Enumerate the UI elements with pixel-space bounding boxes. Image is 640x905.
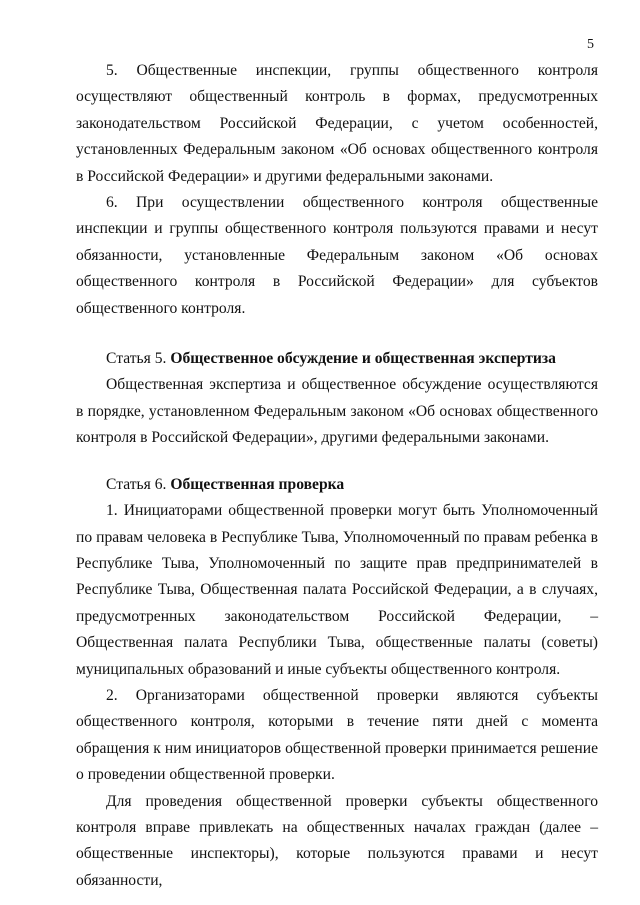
article-5-heading xyxy=(76,346,598,372)
page-number: 5 xyxy=(587,37,594,52)
article-6-paragraph-1: 1. Инициаторами общественной проверки могут быть Уполномоченный по правам человека в Республике Тыва, Уполномоченный по правам ребенка в Республике Тыва, Уполномоченный по защите прав предпринимателей в Республике Тыва, Общественная палата Российской Федерации, а в случаях, предусмотренных законодательством Российской Федерации, – Общественная палата Республики Тыва, общественные палаты (советы) муниципальных образований и иные субъекты общественного контроля. xyxy=(76,502,598,678)
paragraph-5: 5. Общественные инспекции, группы общественного контроля осуществляют общественный контроль в формах, предусмотренных законодательством Российской Федерации, с учетом особенностей, установленных Федеральным законом «Об основах общественного контроля в Российской Федерации» и другими федеральными законами. xyxy=(76,62,598,185)
article-5-title: Общественное обсуждение и общественная экспертиза xyxy=(170,350,556,368)
article-6-title: Общественная проверка xyxy=(170,475,345,493)
paragraph-6: 6. При осуществлении общественного контроля общественные инспекции и группы общественного контроля пользуются правами и несут обязанности, установленные Федеральным законом «Об основах общественного контроля в Российской Федерации» для субъектов общественного контроля. xyxy=(76,194,598,317)
article-6-prefix: Статья 6. xyxy=(106,475,171,493)
article-5-text: Общественная экспертиза и общественное обсуждение осуществляются в порядке, установленном Федеральным законом «Об основах общественного контроля в Российской Федерации», другими федеральными законами. xyxy=(76,376,598,447)
document-body xyxy=(76,58,598,894)
article-5-prefix: Статья 5. xyxy=(106,350,171,368)
article-6-paragraph-2: 2. Организаторами общественной проверки являются субъекты общественного контроля, которыми в течение пяти дней с момента обращения к ним инициаторов общественной проверки принимается решение о проведении общественной проверки. xyxy=(76,686,598,784)
article-6-heading xyxy=(76,472,598,498)
article-6-paragraph-3: Для проведения общественной проверки субъекты общественного контроля вправе привлекать на общественных началах граждан (далее – общественные инспекторы), которые пользуются правами и несут обязанности, xyxy=(76,792,598,889)
spacer xyxy=(76,452,598,472)
spacer xyxy=(76,322,598,346)
